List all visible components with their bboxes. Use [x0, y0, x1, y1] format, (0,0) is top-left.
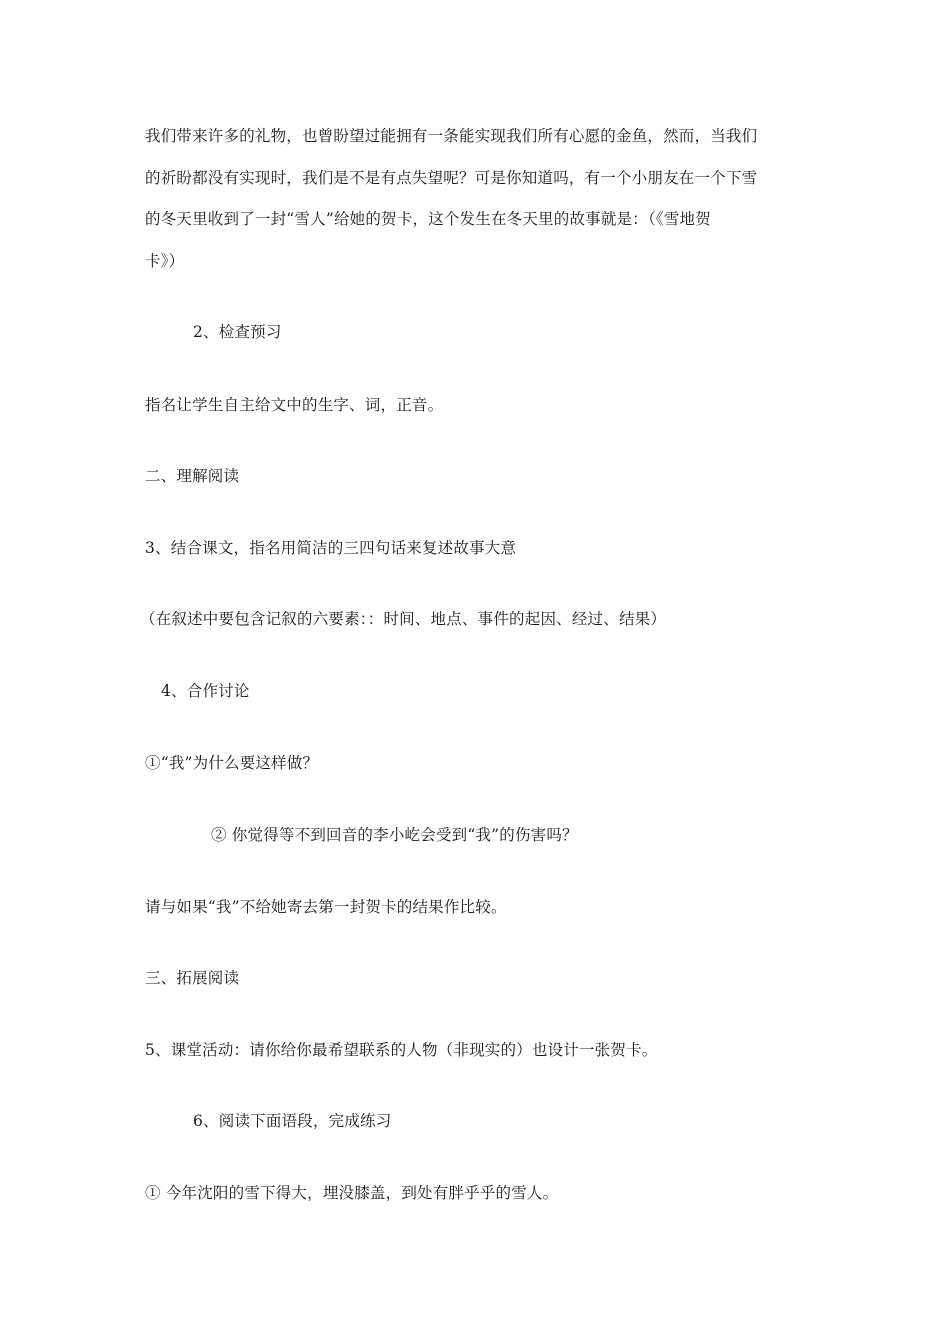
item-3-note: （在叙述中要包含记叙的六要素：：时间、地点、事件的起因、经过、结果）: [140, 610, 667, 628]
intro-line-2: 的祈盼都没有实现时，我们是不是有点失望呢？可是你知道吗，有一个小朋友在一个下雪: [145, 168, 758, 187]
section-2-heading: 二、理解阅读: [145, 467, 240, 485]
question-1: ①“我”为什么要这样做？: [145, 754, 319, 772]
question-2: ② 你觉得等不到回音的李小屹会受到“我”的伤害吗？: [211, 826, 578, 844]
intro-paragraph: [145, 126, 810, 292]
item-4-heading: 4、合作讨论: [161, 682, 250, 700]
item-5-text: 5、课堂活动：请你给你最希望联系的人物（非现实的）也设计一张贺卡。: [145, 1041, 658, 1059]
intro-line-3: 的冬天里收到了一封“雪人”给她的贺卡，这个发生在冬天里的故事就是：（《雪地贺: [145, 210, 711, 228]
item-3-text: 3、结合课文，指名用简洁的三四句话来复述故事大意: [145, 539, 517, 557]
question-2-followup: 请与如果“我”不给她寄去第一封贺卡的结果作比较。: [145, 898, 507, 916]
intro-line-1: 我们带来许多的礼物，也曾盼望过能拥有一条能实现我们所有心愿的金鱼，然而，当我们: [145, 127, 758, 145]
item-2-text: 指名让学生自主给文中的生字、词，正音。: [145, 396, 444, 414]
passage-1: ① 今年沈阳的雪下得大，埋没膝盖，到处有胖乎乎的雪人。: [145, 1184, 559, 1202]
section-3-heading: 三、拓展阅读: [145, 969, 240, 987]
intro-line-4: 卡》）: [145, 251, 185, 270]
item-6-heading: 6、阅读下面语段，完成练习: [193, 1112, 392, 1130]
item-2-heading: 2、检查预习: [193, 323, 282, 341]
